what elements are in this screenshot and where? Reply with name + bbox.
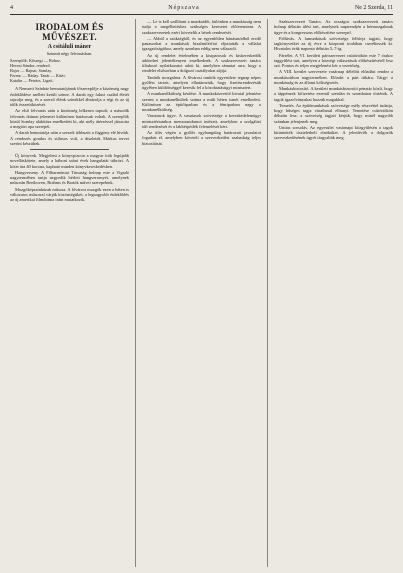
- column-divider: [135, 19, 136, 567]
- paragraph: Az új rendelet értelmében a kisiparosok és kiskereskedők adóterhei jelentékenyen emelkednek. A szakszervezeti tanács tiltakozó nyilatkozatot adott ki, amelyben rámutat arra, hogy a rendelet elsősorban a dolgozó osztályokat sújtja.: [142, 52, 261, 74]
- paragraph: Munkásbiztosító. A kerületi munkásbiztosító pénztár közli, hogy a táppénzek kifizetése ezentúl szerdán és szombaton történik. A tagok igazolványukat hozzák magukkal.: [274, 86, 393, 102]
- paragraph: Szakszervezeti Tanács. Az országos szakszervezeti tanács holnap délután ülést tart, amelynek napirendjén a bérmozgalmak ügye és a kongresszus előkészítése szerepel.: [274, 19, 393, 35]
- paragraph: Mozgóképszínházak műsora. A fővárosi mozgók ezen a héten is változatos műsorral várják közönségüket; a legnagyobb érdeklődés az új amerikai filmdráma iránt mutatkozik.: [10, 186, 129, 203]
- article-title: A csitáluli máner: [47, 44, 92, 50]
- cast-line: Katalin — Petráss, Ligeti.: [10, 78, 54, 84]
- paragraph: Hangverseny. A Filharmóniai Társaság holnap este a Vigadó nagytermében tartja negyedik bérleti hangversenyét, amelynek műsorán Beethoven, Brahms és Bartók művei szerepelnek.: [10, 169, 129, 186]
- paragraph: Az ülés végén a gyűlés egyhangúlag határozati javaslatot fogadott el, amelyben követeli a szervezkedési szabadság teljes biztosítását.: [142, 130, 261, 146]
- cast-line: Szereplők: Kőszegi — Roboz.: [10, 58, 61, 63]
- cast-list: [10, 58, 129, 83]
- column-left: [10, 19, 129, 567]
- page-header: [10, 3, 393, 13]
- paragraph: A VIII. kerület szervezete vasárnap délelőtt előadást rendez a munkásotthon nagytermében. Előadó: a párt titkára. Tárgy: a munkásság és az állami költségvetés.: [274, 69, 393, 85]
- paragraph: Új könyvek. Megjelent a könyvpiacon a magyar írók legújabb novelláskötete, amely a háború utáni évek hangulatát tükrözi. A kötet ára 40 korona, kapható minden könyvkereskedésben.: [10, 153, 129, 169]
- paragraph: A munkanélküliség kérdése. A munkaközvetítő hivatal jelentése szerint a munkanélküliek száma a múlt héten ismét emelkedett. Különösen az építőiparban és a fémiparban nagy a munkanélküliség.: [142, 91, 261, 112]
- column-middle: [142, 19, 261, 567]
- paragraph: Az első felvonás után a közönség lelkesen tapsolt; a második felvonás drámai jelenetei különösen hatásosak voltak. A szereplők közül Somlay alakítása emelkedett ki, aki mély átérzéssel játszotta a megtört apa szerepét.: [10, 108, 129, 130]
- column-right: [274, 19, 393, 567]
- article-byline: Szinmű négy felvonásban.: [46, 51, 93, 56]
- section-title: IRODALOM ÉS MŰVÉSZET.: [35, 22, 104, 42]
- cast-line: Ferenc — Ráday. Tanár — Kürti.: [10, 73, 66, 79]
- page-number: 4: [10, 5, 13, 11]
- masthead: Népszava: [168, 5, 200, 11]
- paragraph: Unitas sorsolás. Az egyesület vasárnapi közgyűlésén a tagok kitüntették tiszteletbeli elnöküket. A jelenlévők a dolgozók szervezkedésének ügyét tárgyalták meg.: [274, 124, 393, 141]
- paragraph: — Abból a szükségből, és az egyenlőtlen bánásmódból eredő panaszokat a munkások bizalmiférfiai eljuttatták a vállalat igazgatóságához, amely azonban eddig nem válaszolt.: [142, 35, 261, 52]
- paragraph: A Nemzeti Színház bemutatójának főszereplője a közönség nagy érdeklődése mellett került színre. A darab egy falusi család életét rajzolja meg, és a szerző élénk színekkel ábrázolja a régi és az új idők összeütközését.: [10, 86, 129, 108]
- paragraph: Felhívás. A famunkások szövetsége felhívja tagjait, hogy tagkönyveiket az új évre a központi irodában cseréltessék ki. Hivatalos órák naponta délután 5–7-ig.: [274, 35, 393, 52]
- cast-line: Bajor — Rajnai, Somlay.: [10, 68, 53, 74]
- paragraph: Vasutasok ügye. A vasutasok szövetsége a kereskedelemügyi minisztériumhoz memorandumot intézett, amelyben a szolgálati idő rendezését és a lakbérpótlék felemelését kéri.: [142, 113, 261, 129]
- article-separator: [30, 149, 109, 150]
- issue-date: Ne 2 Szerda, 11: [354, 5, 393, 11]
- cast-line: Hevesi Sándor, rendező.: [10, 63, 51, 69]
- column-divider: [267, 19, 268, 567]
- paragraph: Tanítók mozgalma. A fővárosi tanítók egyesülete tegnap népes gyűlést tartott, amelyen elhatározták, hogy fizetésrendezésük ügyében küldöttséggel keresik fel a közoktatásügyi minisztert.: [142, 74, 261, 90]
- paragraph: Pártélet. A VI. kerületi pártszervezet csütörtökön este 7 órakor taggyűlést tart, amelyen a községi választások előkészítéséről lesz szó. Pontos és teljes megjelenést kér a vezetőség.: [274, 52, 393, 68]
- paragraph: — Le is kell szállítani a munkaidőt, különben a munkásság nem tudja a megélhetéshez szükséges keresetet előteremteni. A szakszervezetek ezért követelik a bérek rendezését.: [142, 19, 261, 35]
- header-rule: [10, 14, 393, 15]
- paragraph: Temetés. Az építőmunkások szövetsége mély részvéttel tudatja, hogy hűséges tagja váratlanul elhunyt. Temetése csütörtökön délután lesz; a szövetség tagjait kérjük, hogy minél nagyobb számban jelenjenek meg.: [274, 102, 393, 124]
- paragraph: A darab bemutatója után a szerzőt többször a függöny elé hívták. A rendezés gondos és stílusos volt, a díszletek Márkus tervei szerint készültek.: [10, 130, 129, 146]
